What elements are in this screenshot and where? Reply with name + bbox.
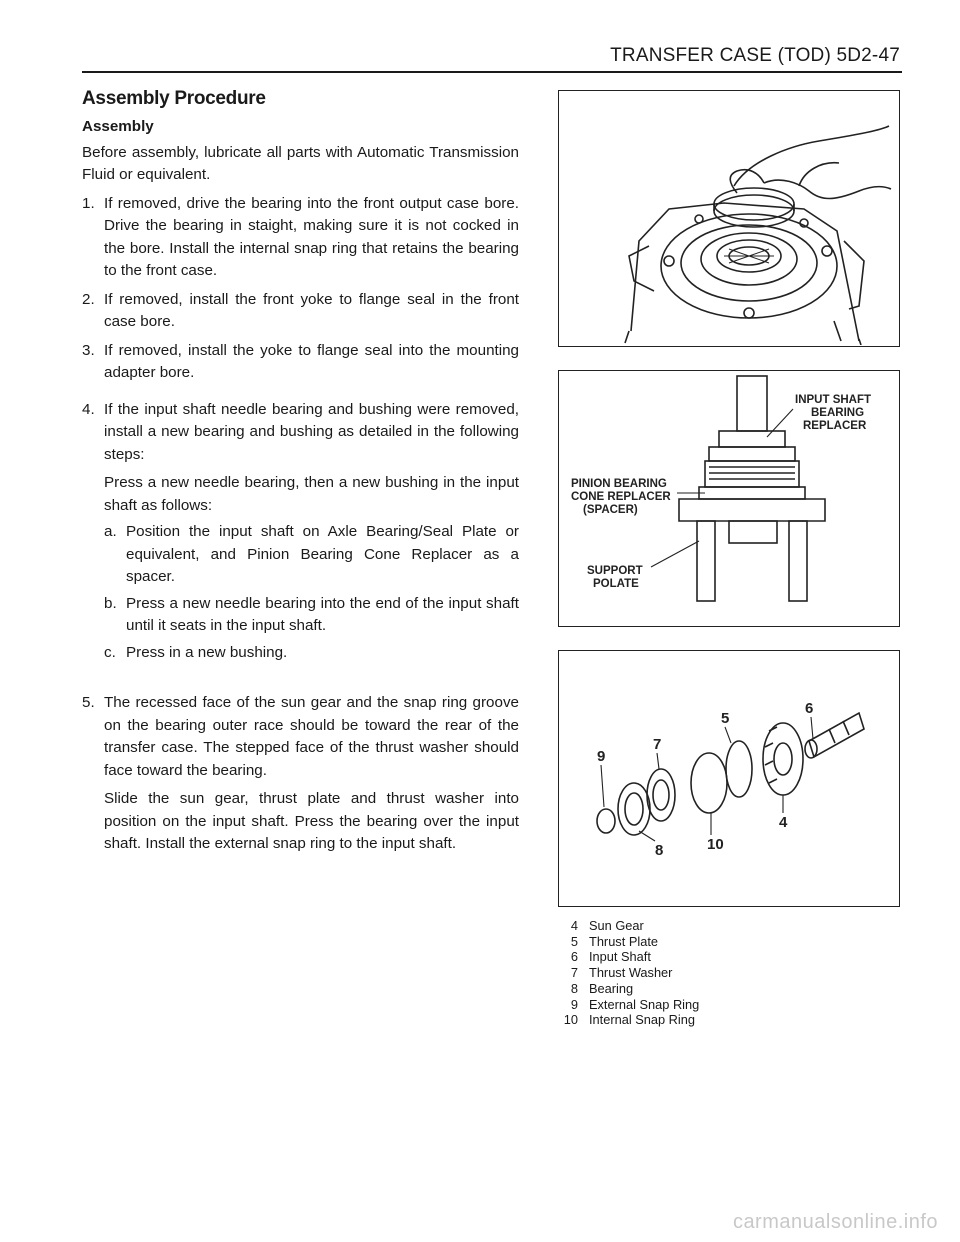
label-input-shaft-2: BEARING xyxy=(811,407,865,419)
step-text: If removed, install the yoke to flange seal into the mounting adapter bore. xyxy=(104,341,519,381)
substep-a xyxy=(104,521,519,589)
substep-b xyxy=(104,593,519,638)
intro-paragraph: Before assembly, lubricate all parts with Automatic Transmission Fluid or equivalent. xyxy=(82,143,519,183)
step-1 xyxy=(82,193,519,283)
callout-4: 4 xyxy=(779,814,788,831)
figure-bearing-install xyxy=(558,90,900,347)
figure-legend xyxy=(556,918,699,1028)
step-3 xyxy=(82,340,519,385)
section-subtitle: Assembly xyxy=(82,118,154,135)
callout-6: 6 xyxy=(805,700,814,717)
substep-text: Press in a new bushing. xyxy=(126,643,288,661)
step-number: 5. xyxy=(82,694,95,711)
callout-10: 10 xyxy=(707,836,724,853)
label-support: SUPPORT xyxy=(587,565,643,577)
step-5 xyxy=(82,692,519,856)
legend-item: 9 External Snap Ring xyxy=(570,996,700,1012)
legend-item: 7 Thrust Washer xyxy=(570,965,673,981)
substep-text: Press a new needle bearing into the end of the input shaft until it seats in the input shaft. xyxy=(126,594,519,634)
label-pinion-3: (SPACER) xyxy=(583,504,638,516)
step-paragraph: Slide the sun gear, thrust plate and thrust washer into position on the input shaft. Press the bearing over the input shaft. Install the external snap ring to the input shaft. xyxy=(104,790,519,852)
bearing-install-illustration xyxy=(559,91,898,345)
substep-c xyxy=(104,642,519,665)
label-input-shaft-3: REPLACER xyxy=(803,420,867,432)
callout-7: 7 xyxy=(653,736,662,753)
callout-5: 5 xyxy=(721,710,730,727)
exploded-parts-illustration xyxy=(559,651,898,905)
figure-input-shaft-replacer xyxy=(558,370,900,627)
step-number: 3. xyxy=(82,341,95,359)
page-header: TRANSFER CASE (TOD) 5D2-47 xyxy=(610,45,900,66)
label-support-2: POLATE xyxy=(593,578,639,590)
step-text: The recessed face of the sun gear and the snap ring groove on the bearing outer race should be toward the rear of the transfer case. The stepped face of the thrust washer should face toward the bearing. xyxy=(104,694,519,779)
section-title: Assembly Procedure xyxy=(82,88,266,109)
watermark: carmanualsonline.info xyxy=(732,1211,938,1233)
step-number: 1. xyxy=(82,194,95,212)
step-paragraph: Press a new needle bearing, then a new bushing in the input shaft as follows: xyxy=(104,474,519,514)
legend-item: 8 Bearing xyxy=(570,980,634,996)
substep-letter: a. xyxy=(104,523,117,540)
step-4 xyxy=(82,399,519,665)
legend-item: 6 Input Shaft xyxy=(570,949,651,965)
legend-item: 10 Internal Snap Ring xyxy=(563,1012,695,1028)
callout-9: 9 xyxy=(597,748,606,765)
substep-letter: c. xyxy=(104,643,116,661)
input-shaft-press-illustration xyxy=(559,371,898,625)
step-number: 4. xyxy=(82,400,95,418)
step-text: If removed, install the front yoke to flange seal in the front case bore. xyxy=(104,290,519,330)
step-text: If the input shaft needle bearing and bushing were removed, install a new bearing and bushing as detailed in the following steps: xyxy=(104,400,519,463)
callout-8: 8 xyxy=(655,842,664,859)
legend-item: 5 Thrust Plate xyxy=(570,933,658,949)
label-pinion-2: CONE REPLACER xyxy=(571,491,671,503)
label-pinion: PINION BEARING xyxy=(571,478,667,490)
figure-exploded-view xyxy=(558,650,900,907)
step-2 xyxy=(82,289,519,334)
step-text: If removed, drive the bearing into the front output case bore. Drive the bearing in staight, making sure it is not cocked in the bore. Install the internal snap ring that retains the bearing to the front case. xyxy=(104,194,519,279)
substep-letter: b. xyxy=(104,594,117,612)
header-rule xyxy=(82,71,902,73)
label-input-shaft: INPUT SHAFT xyxy=(795,394,872,406)
substep-text: Position the input shaft on Axle Bearing/Seal Plate or equivalent, and Pinion Bearing Cone Replacer as a spacer. xyxy=(126,523,519,585)
procedure-text xyxy=(82,86,519,862)
legend-item: 4 Sun Gear xyxy=(570,918,644,933)
step-number: 2. xyxy=(82,290,95,308)
